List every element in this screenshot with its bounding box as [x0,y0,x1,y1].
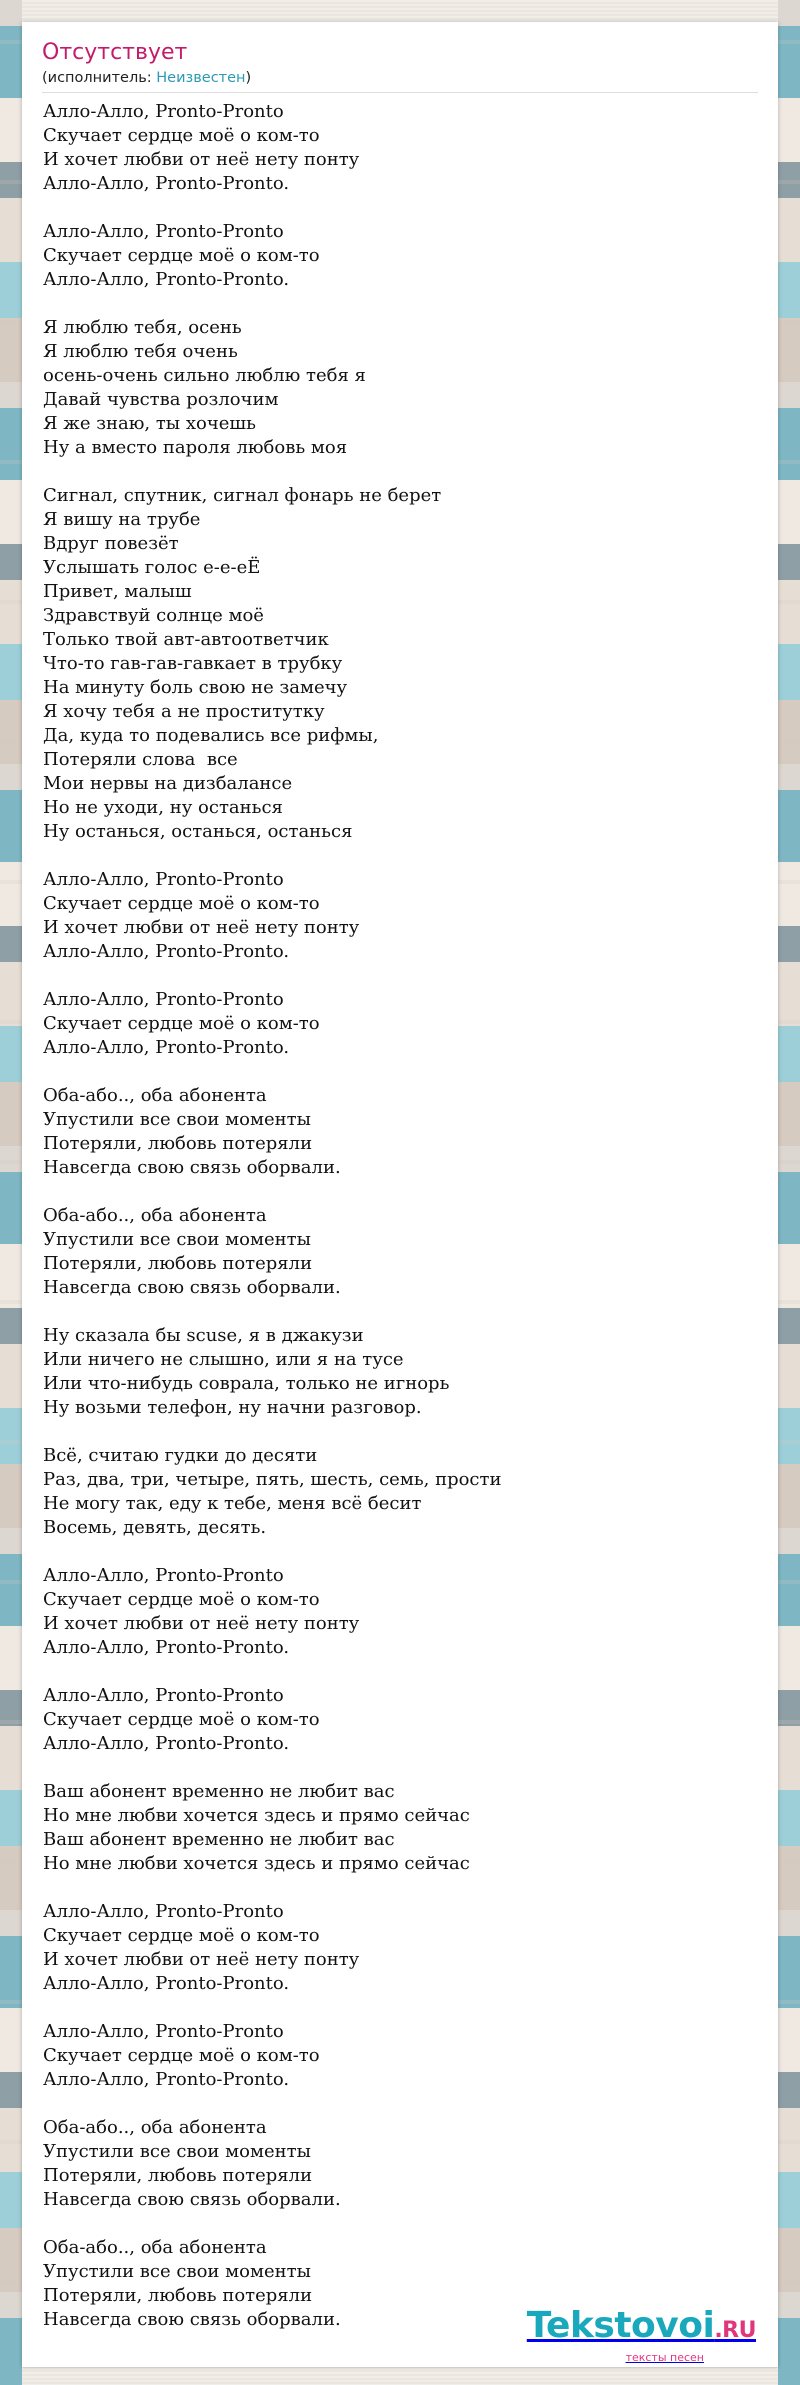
lyrics-text: Алло-Алло, Pronto-Pronto Скучает сердце моё о ком-то И хочет любви от неё нету понту Алло-Алло, Pronto-Pronto. Алло-Алло, Pronto-Pronto Скучает сердце моё о ком-то Алло-Алло, Pronto-Pronto. Я люблю тебя, осень Я люблю тебя очень осень-очень сильно люблю тебя я Давай чувства розлочим Я же знаю, ты хочешь Ну а вместо пароля любовь моя Сигнал, спутник, сигнал фонарь не берет Я вишу на трубе Вдруг повезёт Услышать голос е-е-еЁ Привет, малыш Здравствуй солнце моё Только твой авт-автоответчик Что-то гав-гав-гавкает в трубку На минуту боль свою не замечу Я хочу тебя а не проститутку Да, куда то подевались все рифмы, Потеряли слова все Мои нервы на дизбалансе Но не уходи, ну останься Ну останься, останься, останься Алло-Алло, Pronto-Pronto Скучает сердце моё о ком-то И хочет любви от неё нету понту Алло-Алло, Pronto-Pronto. Алло-Алло, Pronto-Pronto Скучает сердце моё о ком-то Алло-Алло, Pronto-Pronto. Оба-або.., оба абонента Упустили все свои моменты Потеряли, любовь потеряли Навсегда свою связь оборвали. Оба-або.., оба абонента Упустили все свои моменты Потеряли, любовь потеряли Навсегда свою связь оборвали. Ну сказала бы scuse, я в джакузи Или ничего не слышно, или я на тусе Или что-нибудь соврала, только не игнорь Ну возьми телефон, ну начни разговор. Всё, считаю гудки до десяти Раз, два, три, четыре, пять, шесть, семь, прости Не могу так, еду к тебе, меня всё бесит Восемь, девять, десять. Алло-Алло, Pronto-Pronto Скучает сердце моё о ком-то И хочет любви от неё нету понту Алло-Алло, Pronto-Pronto. Алло-Алло, Pronto-Pronto Скучает сердце моё о ком-то Алло-Алло, Pronto-Pronto. Ваш абонент временно не любит вас Но мне любви хочется здесь и прямо сейчас Ваш абонент временно не любит вас Но мне любви хочется здесь и прямо сейчас Алло-Алло, Pronto-Pronto Скучает сердце моё о ком-то И хочет любви от неё нету понту Алло-Алло, Pronto-Pronto. Алло-Алло, Pronto-Pronto Скучает сердце моё о ком-то Алло-Алло, Pronto-Pronto. Оба-або.., оба абонента Упустили все свои моменты Потеряли, любовь потеряли Навсегда свою связь оборвали. Оба-або.., оба абонента Упустили все свои моменты Потеряли, любовь потеряли Навсегда свою связь оборвали. [43,101,502,2330]
logo-tagline: тексты песен [625,2351,704,2364]
lyrics-card [22,22,778,2367]
logo-tld: .RU [714,2318,756,2343]
artist-suffix: ) [245,70,252,86]
artist-prefix: (исполнитель: [42,70,157,86]
site-logo[interactable] [520,2305,756,2367]
song-title: Отсутствует [42,40,188,65]
logo-name: Tekstovoi [526,2305,715,2346]
artist-link[interactable]: Неизвестен [156,70,246,86]
logo-wordmark [520,2305,756,2352]
header-divider [42,92,758,93]
artist-line [42,69,251,87]
